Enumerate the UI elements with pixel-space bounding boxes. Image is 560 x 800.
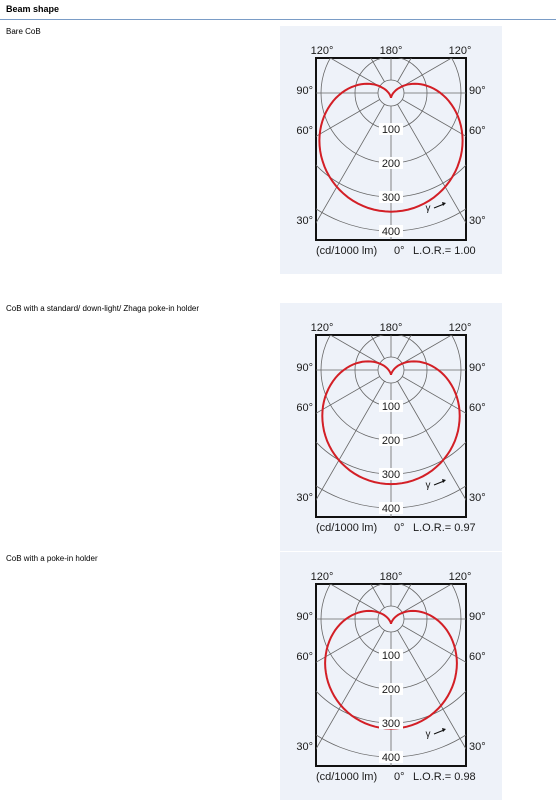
- angle-label-top-center: 180°: [379, 571, 403, 583]
- zero-angle-label: 0°: [394, 245, 405, 257]
- angle-label-right: 60°: [469, 125, 486, 137]
- radial-value-label: 200: [381, 158, 401, 170]
- gamma-label: γ: [425, 480, 431, 491]
- angle-label-left: 30°: [296, 215, 313, 227]
- lor-value: L.O.R.= 0.97: [413, 522, 476, 534]
- polar-diagram-panel: [280, 552, 502, 800]
- angle-label-top-right: 120°: [448, 571, 472, 583]
- unit-label: (cd/1000 lm): [316, 245, 378, 257]
- row-label-bare-cob: Bare CoB: [6, 27, 41, 36]
- unit-label: (cd/1000 lm): [316, 771, 378, 783]
- angle-label-left: 60°: [296, 125, 313, 137]
- row-label-standard-holder: CoB with a standard/ down-light/ Zhaga poke-in holder: [6, 304, 199, 313]
- radial-value-label: 100: [381, 124, 401, 136]
- unit-label: (cd/1000 lm): [316, 522, 378, 534]
- radial-value-label: 400: [381, 752, 401, 764]
- gamma-arrow: [434, 204, 444, 208]
- angle-label-top-right: 120°: [448, 45, 472, 57]
- angle-label-left: 90°: [296, 85, 313, 97]
- angle-label-top-center: 180°: [379, 322, 403, 334]
- polar-diagram: [280, 303, 502, 551]
- angle-label-right: 60°: [469, 402, 486, 414]
- angle-label-left: 30°: [296, 741, 313, 753]
- polar-diagram: [280, 552, 502, 800]
- radial-value-label: 200: [381, 435, 401, 447]
- angle-label-right: 30°: [469, 741, 486, 753]
- zero-angle-label: 0°: [394, 771, 405, 783]
- angle-label-left: 90°: [296, 611, 313, 623]
- angle-label-top-right: 120°: [448, 322, 472, 334]
- radial-value-label: 300: [381, 469, 401, 481]
- row-label-poke-in-holder: CoB with a poke-in holder: [6, 554, 98, 563]
- radial-value-label: 400: [381, 226, 401, 238]
- angle-label-right: 90°: [469, 611, 486, 623]
- angle-label-top-left: 120°: [310, 45, 334, 57]
- polar-diagram: [280, 26, 502, 274]
- angle-label-left: 60°: [296, 402, 313, 414]
- gamma-label: γ: [425, 729, 431, 740]
- angle-label-left: 30°: [296, 492, 313, 504]
- angle-label-top-center: 180°: [379, 45, 403, 57]
- radial-value-label: 100: [381, 650, 401, 662]
- section-title: Beam shape: [6, 4, 60, 14]
- radial-value-label: 300: [381, 718, 401, 730]
- angle-label-right: 30°: [469, 215, 486, 227]
- gamma-label: γ: [425, 203, 431, 214]
- zero-angle-label: 0°: [394, 522, 405, 534]
- polar-diagram-panel: [280, 303, 502, 551]
- gamma-arrow: [434, 730, 444, 734]
- radial-value-label: 100: [381, 401, 401, 413]
- angle-label-right: 90°: [469, 85, 486, 97]
- header-divider: [0, 19, 556, 20]
- angle-label-top-left: 120°: [310, 322, 334, 334]
- angle-label-top-left: 120°: [310, 571, 334, 583]
- angle-label-right: 90°: [469, 362, 486, 374]
- radial-value-label: 200: [381, 684, 401, 696]
- polar-diagram-panel: [280, 26, 502, 274]
- angle-label-right: 60°: [469, 651, 486, 663]
- radial-value-label: 400: [381, 503, 401, 515]
- angle-label-right: 30°: [469, 492, 486, 504]
- lor-value: L.O.R.= 0.98: [413, 771, 476, 783]
- lor-value: L.O.R.= 1.00: [413, 245, 476, 257]
- radial-value-label: 300: [381, 192, 401, 204]
- angle-label-left: 90°: [296, 362, 313, 374]
- angle-label-left: 60°: [296, 651, 313, 663]
- gamma-arrow: [434, 481, 444, 485]
